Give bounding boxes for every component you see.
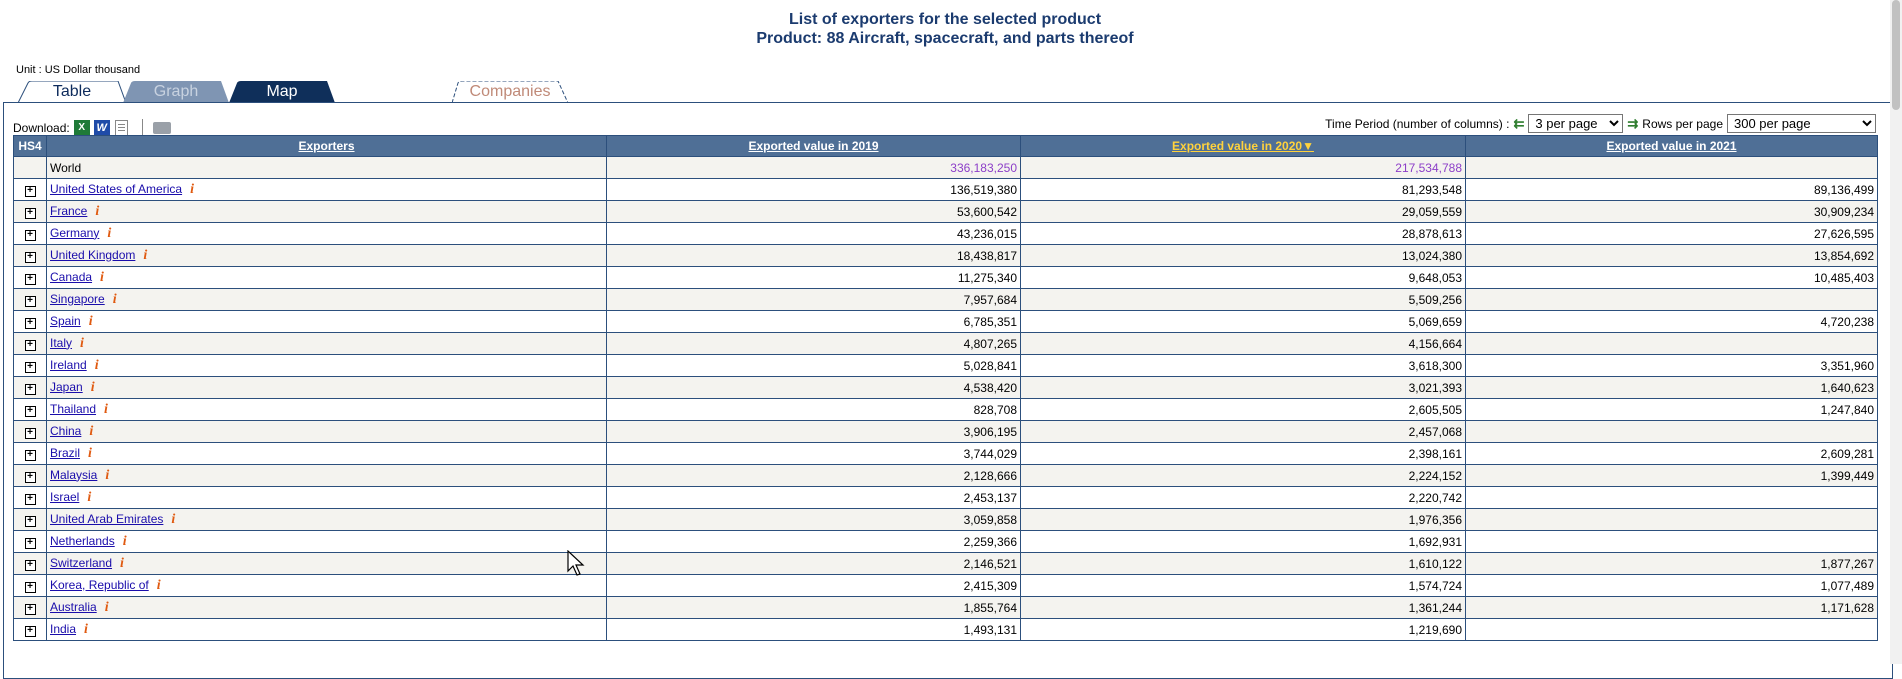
info-icon[interactable]: i <box>90 379 95 395</box>
table-row <box>14 487 1878 509</box>
value-2019: 2,415,309 <box>607 575 1021 597</box>
country-cell <box>47 201 607 223</box>
table-row <box>14 201 1878 223</box>
info-icon[interactable]: i <box>112 291 117 307</box>
value-2020: 1,976,356 <box>1021 509 1466 531</box>
value-2021: 89,136,499 <box>1466 179 1878 201</box>
table-row <box>14 355 1878 377</box>
expand-row-icon[interactable]: + <box>25 626 36 637</box>
country-link[interactable]: China <box>50 423 82 438</box>
text-file-icon[interactable] <box>115 120 128 136</box>
rows-per-page-label: Rows per page <box>1642 116 1723 131</box>
country-link[interactable]: India <box>50 621 77 636</box>
value-2019: 3,059,858 <box>607 509 1021 531</box>
excel-icon[interactable]: X <box>74 120 90 136</box>
world-expand-cell <box>14 157 47 179</box>
country-link[interactable]: Brazil <box>50 445 81 460</box>
expand-row-icon[interactable]: + <box>25 450 36 461</box>
value-2019: 2,128,666 <box>607 465 1021 487</box>
info-icon[interactable]: i <box>104 401 108 417</box>
expand-cell <box>14 223 47 245</box>
expand-row-icon[interactable]: + <box>25 494 36 505</box>
value-2019: 1,493,131 <box>607 619 1021 641</box>
expand-cell <box>14 509 47 531</box>
table-body <box>14 157 1878 641</box>
value-2021: 13,854,692 <box>1466 245 1878 267</box>
value-2020: 2,398,161 <box>1021 443 1466 465</box>
expand-cell <box>14 597 47 619</box>
expand-cell <box>14 377 47 399</box>
expand-row-icon[interactable]: + <box>25 362 36 373</box>
country-cell <box>47 267 607 289</box>
country-cell <box>47 245 607 267</box>
country-link[interactable]: France <box>50 203 88 218</box>
tab-map[interactable] <box>229 81 335 102</box>
table-row <box>14 399 1878 421</box>
page-title-line1: List of exporters for the selected product <box>788 11 1102 28</box>
table-row <box>14 465 1878 487</box>
value-2019: 11,275,340 <box>607 267 1021 289</box>
value-2020: 2,220,742 <box>1021 487 1466 509</box>
expand-row-icon[interactable]: + <box>25 230 36 241</box>
value-2019: 7,957,684 <box>607 289 1021 311</box>
info-icon[interactable]: i <box>95 203 100 219</box>
country-link[interactable]: Singapore <box>50 291 105 306</box>
world-row <box>14 157 1878 179</box>
value-2020: 3,618,300 <box>1021 355 1466 377</box>
value-2020: 2,605,505 <box>1021 399 1466 421</box>
value-2020: 2,457,068 <box>1021 421 1466 443</box>
country-cell <box>47 377 607 399</box>
table-row <box>14 267 1878 289</box>
table-row <box>14 223 1878 245</box>
value-2019: 136,519,380 <box>607 179 1021 201</box>
world-value-2019: 336,183,250 <box>607 157 1021 179</box>
column-header-2019[interactable] <box>607 136 1021 157</box>
table-row <box>14 575 1878 597</box>
expand-row-icon[interactable]: + <box>25 186 36 197</box>
value-2019: 43,236,015 <box>607 223 1021 245</box>
tab-companies[interactable] <box>452 81 568 102</box>
value-2021 <box>1466 531 1878 553</box>
value-2020: 9,648,053 <box>1021 267 1466 289</box>
expand-row-icon[interactable]: + <box>25 428 36 439</box>
value-2019: 53,600,542 <box>607 201 1021 223</box>
country-cell <box>47 509 607 531</box>
value-2021: 27,626,595 <box>1466 223 1878 245</box>
column-header-hs4: HS4 <box>14 136 47 157</box>
country-cell <box>47 399 607 421</box>
value-2019: 3,906,195 <box>607 421 1021 443</box>
value-2021 <box>1466 509 1878 531</box>
table-row <box>14 597 1878 619</box>
table-row <box>14 531 1878 553</box>
expand-cell <box>14 531 47 553</box>
country-link[interactable]: Israel <box>50 489 80 504</box>
value-2019: 6,785,351 <box>607 311 1021 333</box>
info-icon[interactable]: i <box>80 335 84 351</box>
pagination-controls <box>1325 114 1876 133</box>
info-icon[interactable]: i <box>105 467 110 483</box>
table-row <box>14 619 1878 641</box>
download-label: Download: <box>13 121 70 135</box>
value-2021 <box>1466 289 1878 311</box>
page-title-line2: Product: 88 Aircraft, spacecraft, and parts thereof <box>756 30 1134 47</box>
info-icon[interactable]: i <box>84 621 88 637</box>
value-2020: 28,878,613 <box>1021 223 1466 245</box>
value-2021: 10,485,403 <box>1466 267 1878 289</box>
country-link[interactable]: Netherlands <box>50 533 115 548</box>
expand-row-icon[interactable]: + <box>25 516 36 527</box>
sort-2020-label: Exported value in 2020 <box>1172 139 1303 153</box>
expand-cell <box>14 311 47 333</box>
value-2019: 3,744,029 <box>607 443 1021 465</box>
country-link[interactable]: Ireland <box>50 357 87 372</box>
sort-desc-icon: ▼ <box>1302 139 1314 153</box>
expand-row-icon[interactable]: + <box>25 538 36 549</box>
country-cell <box>47 223 607 245</box>
country-link[interactable]: United States of America <box>50 181 183 196</box>
sort-2019-link[interactable]: Exported value in 2019 <box>748 139 879 153</box>
value-2020: 1,219,690 <box>1021 619 1466 641</box>
info-icon[interactable]: i <box>120 555 124 571</box>
value-2021 <box>1466 333 1878 355</box>
world-value-2021 <box>1466 157 1878 179</box>
value-2020: 1,574,724 <box>1021 575 1466 597</box>
expand-row-icon[interactable]: + <box>25 318 36 329</box>
value-2019: 2,259,366 <box>607 531 1021 553</box>
value-2021: 30,909,234 <box>1466 201 1878 223</box>
value-2021: 2,609,281 <box>1466 443 1878 465</box>
country-cell <box>47 179 607 201</box>
country-link[interactable]: Malaysia <box>50 467 98 482</box>
value-2020: 2,224,152 <box>1021 465 1466 487</box>
value-2019: 1,855,764 <box>607 597 1021 619</box>
country-cell <box>47 575 607 597</box>
value-2020: 3,021,393 <box>1021 377 1466 399</box>
expand-row-icon[interactable]: + <box>25 252 36 263</box>
value-2019: 18,438,817 <box>607 245 1021 267</box>
table-header-row <box>14 136 1878 157</box>
tab-table-label: Table <box>52 83 92 100</box>
country-link[interactable]: Italy <box>50 335 73 350</box>
country-link[interactable]: Korea, Republic of <box>50 577 149 592</box>
country-link[interactable]: Canada <box>50 269 93 284</box>
value-2019: 4,538,420 <box>607 377 1021 399</box>
column-header-exporters[interactable] <box>47 136 607 157</box>
country-cell <box>47 311 607 333</box>
info-icon[interactable]: i <box>89 423 94 439</box>
value-2019: 5,028,841 <box>607 355 1021 377</box>
table-row <box>14 179 1878 201</box>
expand-row-icon[interactable]: + <box>25 406 36 417</box>
tab-companies-label: Companies <box>469 83 551 100</box>
expand-row-icon[interactable]: + <box>25 604 36 615</box>
country-link[interactable]: Spain <box>50 313 81 328</box>
tab-map-label: Map <box>266 83 298 100</box>
vertical-scrollbar[interactable] <box>1890 0 1902 664</box>
expand-row-icon[interactable]: + <box>25 384 36 395</box>
tab-graph[interactable] <box>123 81 229 102</box>
value-2019: 2,146,521 <box>607 553 1021 575</box>
expand-cell <box>14 201 47 223</box>
value-2021 <box>1466 421 1878 443</box>
expand-cell <box>14 553 47 575</box>
expand-cell <box>14 333 47 355</box>
value-2021: 1,877,267 <box>1466 553 1878 575</box>
value-2019: 828,708 <box>607 399 1021 421</box>
sort-exporters-link[interactable]: Exporters <box>298 139 355 153</box>
sort-2020-link[interactable] <box>1172 139 1314 153</box>
value-2019: 4,807,265 <box>607 333 1021 355</box>
country-cell <box>47 597 607 619</box>
expand-cell <box>14 289 47 311</box>
value-2020: 4,156,664 <box>1021 333 1466 355</box>
info-icon[interactable]: i <box>87 489 92 505</box>
expand-row-icon[interactable]: + <box>25 340 36 351</box>
country-cell <box>47 289 607 311</box>
expand-cell <box>14 487 47 509</box>
expand-row-icon[interactable]: + <box>25 472 36 483</box>
table-row <box>14 333 1878 355</box>
table-row <box>14 311 1878 333</box>
page-title <box>0 10 1890 48</box>
world-name: World <box>47 157 607 179</box>
info-icon[interactable]: i <box>100 269 104 285</box>
country-cell <box>47 465 607 487</box>
table-row <box>14 509 1878 531</box>
expand-row-icon[interactable]: + <box>25 560 36 571</box>
tab-graph-label: Graph <box>153 83 199 100</box>
value-2021: 1,247,840 <box>1466 399 1878 421</box>
expand-row-icon[interactable]: + <box>25 582 36 593</box>
scrollbar-thumb[interactable] <box>1892 0 1900 110</box>
expand-cell <box>14 399 47 421</box>
info-icon[interactable]: i <box>190 181 194 197</box>
value-2020: 13,024,380 <box>1021 245 1466 267</box>
country-link[interactable]: Thailand <box>50 401 97 416</box>
info-icon[interactable]: i <box>156 577 161 593</box>
expand-row-icon[interactable]: + <box>25 208 36 219</box>
previous-period-icon[interactable]: ⇇ <box>1513 115 1525 131</box>
value-2021: 4,720,238 <box>1466 311 1878 333</box>
table-row <box>14 553 1878 575</box>
country-cell <box>47 531 607 553</box>
table-row <box>14 377 1878 399</box>
country-link[interactable]: United Arab Emirates <box>50 511 164 526</box>
value-2020: 81,293,548 <box>1021 179 1466 201</box>
info-icon[interactable]: i <box>143 247 148 263</box>
country-link[interactable]: Germany <box>50 225 100 240</box>
country-cell <box>47 619 607 641</box>
value-2020: 29,059,559 <box>1021 201 1466 223</box>
expand-cell <box>14 575 47 597</box>
country-cell <box>47 443 607 465</box>
country-cell <box>47 355 607 377</box>
expand-row-icon[interactable]: + <box>25 274 36 285</box>
column-header-2020[interactable] <box>1021 136 1466 157</box>
time-period-label: Time Period (number of columns) : <box>1325 116 1510 131</box>
country-link[interactable]: Australia <box>50 599 97 614</box>
time-period-select[interactable] <box>1528 114 1623 133</box>
info-icon[interactable]: i <box>88 313 93 329</box>
country-cell <box>47 333 607 355</box>
value-2021 <box>1466 487 1878 509</box>
country-link[interactable]: United Kingdom <box>50 247 136 262</box>
info-icon[interactable]: i <box>88 445 92 461</box>
info-icon[interactable]: i <box>94 357 99 373</box>
info-icon[interactable]: i <box>104 599 109 615</box>
word-icon[interactable]: W <box>94 120 110 136</box>
expand-cell <box>14 179 47 201</box>
value-2021: 1,640,623 <box>1466 377 1878 399</box>
value-2020: 1,692,931 <box>1021 531 1466 553</box>
value-2019: 2,453,137 <box>607 487 1021 509</box>
expand-cell <box>14 421 47 443</box>
country-link[interactable]: Japan <box>50 379 83 394</box>
value-2020: 1,361,244 <box>1021 597 1466 619</box>
column-header-2021[interactable] <box>1466 136 1878 157</box>
expand-cell <box>14 355 47 377</box>
value-2021: 1,077,489 <box>1466 575 1878 597</box>
value-2021: 1,399,449 <box>1466 465 1878 487</box>
expand-cell <box>14 619 47 641</box>
table-row <box>14 421 1878 443</box>
country-link[interactable]: Switzerland <box>50 555 113 570</box>
print-icon[interactable] <box>153 122 171 134</box>
value-2021 <box>1466 619 1878 641</box>
country-cell <box>47 553 607 575</box>
expand-cell <box>14 245 47 267</box>
sort-2021-link[interactable]: Exported value in 2021 <box>1606 139 1737 153</box>
expand-cell <box>14 465 47 487</box>
info-icon[interactable]: i <box>171 511 176 527</box>
value-2020: 1,610,122 <box>1021 553 1466 575</box>
value-2020: 5,509,256 <box>1021 289 1466 311</box>
next-period-icon[interactable]: ⇉ <box>1627 115 1639 131</box>
country-cell <box>47 487 607 509</box>
table-row <box>14 289 1878 311</box>
value-2021: 1,171,628 <box>1466 597 1878 619</box>
tab-table[interactable] <box>18 81 126 102</box>
value-2020: 5,069,659 <box>1021 311 1466 333</box>
expand-row-icon[interactable]: + <box>25 296 36 307</box>
expand-cell <box>14 443 47 465</box>
info-icon[interactable]: i <box>107 225 112 241</box>
exporters-table <box>13 135 1878 641</box>
value-2021: 3,351,960 <box>1466 355 1878 377</box>
expand-cell <box>14 267 47 289</box>
mouse-cursor-icon <box>567 550 587 578</box>
rows-per-page-select[interactable] <box>1727 114 1876 133</box>
table-row <box>14 245 1878 267</box>
world-value-2020: 217,534,788 <box>1021 157 1466 179</box>
table-row <box>14 443 1878 465</box>
country-cell <box>47 421 607 443</box>
info-icon[interactable]: i <box>122 533 127 549</box>
unit-label: Unit : US Dollar thousand <box>16 64 141 76</box>
